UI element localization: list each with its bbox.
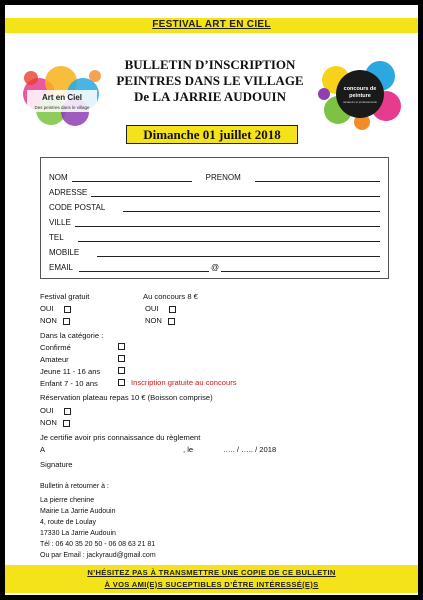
certify-a: A <box>40 445 46 454</box>
concours-non <box>145 316 175 325</box>
footer-line2: À VOS AMI(E)S SUCEPTIBLES D’ÊTRE INTÉRESSÉ(E)S <box>104 580 319 589</box>
concours-peinture-logo <box>316 58 404 130</box>
retour-line: 4, route de Loulay <box>40 519 97 526</box>
title-line1: BULLETIN D’INSCRIPTION <box>124 57 296 72</box>
cat-amateur-checkbox[interactable] <box>118 355 125 362</box>
retour-title: Bulletin à retourner à : <box>40 483 109 490</box>
ville-field[interactable] <box>75 217 380 227</box>
email-label: EMAIL <box>49 263 74 272</box>
retour-line: 17330 La Jarrie Audouin <box>40 530 116 537</box>
retour-line: La pierre chenine <box>40 497 95 504</box>
concours-oui-checkbox[interactable] <box>169 306 176 313</box>
ville-row <box>49 215 380 227</box>
signature-label: Signature <box>40 460 73 469</box>
code-postal-field[interactable] <box>123 202 380 212</box>
certify-le: , le <box>183 445 194 454</box>
logo-left-text2: Des peintres dans le village <box>34 105 90 110</box>
tel-label: TEL <box>49 233 64 242</box>
cat-amateur-label: Amateur <box>40 355 69 364</box>
title-line3: De LA JARRIE AUDOUIN <box>133 89 287 104</box>
nom-field[interactable] <box>72 172 192 182</box>
prenom-label: PRENOM <box>205 173 241 182</box>
prenom-field[interactable] <box>255 172 380 182</box>
contact-form-box <box>40 157 389 279</box>
cat-enfant-label: Enfant 7 - 10 ans <box>40 379 98 388</box>
mobile-field[interactable] <box>97 247 380 257</box>
ville-label: VILLE <box>49 218 71 227</box>
plateau-oui <box>40 406 71 415</box>
event-date: Dimanche 01 juillet 2018 <box>126 125 298 144</box>
retour-line: Ou par Email : jackyraud@gmail.com <box>40 552 156 559</box>
registration-form-page <box>5 5 418 595</box>
festival-oui <box>40 304 71 313</box>
cat-jeune-label: Jeune 11 - 16 ans <box>40 367 101 376</box>
plateau-non <box>40 418 70 427</box>
cat-enfant-checkbox[interactable] <box>118 379 125 386</box>
logo-right-text1: concours de <box>343 86 377 92</box>
plateau-oui-checkbox[interactable] <box>64 408 71 415</box>
plateau-label: Réservation plateau repas 10 € (Boisson comprise) <box>40 393 213 402</box>
inscription-gratuite-note: Inscription gratuite au concours <box>131 378 237 387</box>
nom-label: NOM <box>49 173 68 182</box>
retour-line: Tél : 06 40 35 20 50 - 06 08 63 21 81 <box>40 541 156 548</box>
title-line2: PEINTRES DANS LE VILLAGE <box>116 73 304 88</box>
festival-label: Festival gratuit <box>40 292 90 301</box>
certify-text: Je certifie avoir pris connaissance du règlement <box>40 433 201 442</box>
concours-oui <box>145 304 176 313</box>
plateau-non-checkbox[interactable] <box>63 420 70 427</box>
adresse-field[interactable] <box>91 187 380 197</box>
tel-row <box>49 230 380 242</box>
email-user-field[interactable] <box>79 262 209 272</box>
adresse-row <box>49 185 380 197</box>
festival-title: FESTIVAL ART EN CIEL <box>152 19 271 30</box>
festival-non <box>40 316 70 325</box>
categorie-label: Dans la catégorie : <box>40 331 104 340</box>
form-title <box>110 57 310 105</box>
cat-confirme-checkbox[interactable] <box>118 343 125 350</box>
email-at: @ <box>211 263 220 272</box>
festival-oui-checkbox[interactable] <box>64 306 71 313</box>
top-banner <box>5 18 418 33</box>
certify-date: ….. / ….. / 2018 <box>223 445 277 454</box>
concours-non-label: NON <box>145 316 162 325</box>
logo-right-text3: amateurs et professionnels <box>343 100 377 104</box>
festival-non-checkbox[interactable] <box>63 318 70 325</box>
logo-right-text2: peinture <box>349 93 371 99</box>
plateau-oui-label: OUI <box>40 406 54 415</box>
mobile-row <box>49 245 380 257</box>
code-postal-label: CODE POSTAL <box>49 203 106 212</box>
mobile-label: MOBILE <box>49 248 80 257</box>
retour-line: Mairie La Jarrie Audouin <box>40 508 116 515</box>
footer-line1: N’HÉSITEZ PAS À TRANSMETTRE UNE COPIE DE CE BULLETIN <box>87 568 336 577</box>
cat-jeune-checkbox[interactable] <box>118 367 125 374</box>
email-domain-field[interactable] <box>221 262 380 272</box>
logo-left-text1: Art en Ciel <box>41 93 83 102</box>
nom-prenom-row <box>49 170 380 182</box>
concours-non-checkbox[interactable] <box>168 318 175 325</box>
adresse-label: ADRESSE <box>49 188 88 197</box>
art-en-ciel-logo <box>19 64 105 130</box>
bottom-banner <box>5 565 418 593</box>
concours-oui-label: OUI <box>145 304 159 313</box>
email-row <box>49 260 380 272</box>
cat-confirme-label: Confirmé <box>40 343 71 352</box>
concours-label: Au concours 8 € <box>143 292 198 301</box>
tel-field[interactable] <box>78 232 380 242</box>
festival-oui-label: OUI <box>40 304 54 313</box>
festival-non-label: NON <box>40 316 57 325</box>
code-postal-row <box>49 200 380 212</box>
plateau-non-label: NON <box>40 418 57 427</box>
